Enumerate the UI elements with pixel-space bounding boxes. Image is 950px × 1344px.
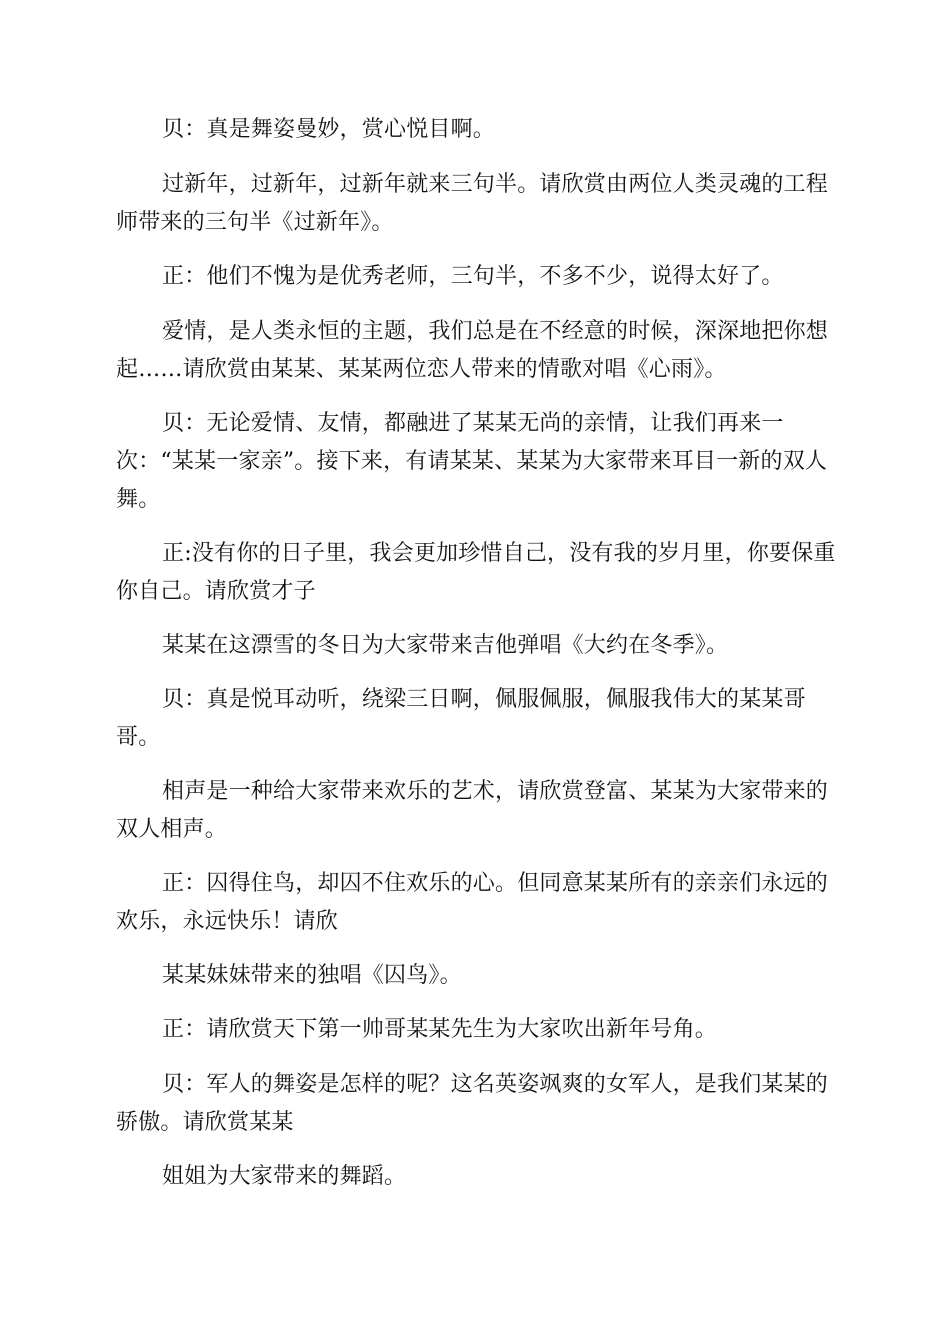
paragraph: 正:没有你的日子里，我会更加珍惜自己，没有我的岁月里，你要保重你自己。请欣赏才子	[116, 541, 836, 604]
paragraph: 贝：无论爱情、友情，都融进了某某无尚的亲情，让我们再来一次：“某某一家亲”。接下来，有请某某、某某为大家带来耳目一新的双人舞。	[116, 411, 828, 512]
paragraph: 贝：真是悦耳动听，绕梁三日啊，佩服佩服，佩服我伟大的某某哥哥。	[116, 687, 806, 750]
paragraph: 爱情，是人类永恒的主题，我们总是在不经意的时候，深深地把你想起……请欣赏由某某、某某两位恋人带来的情歌对唱《心雨》。	[116, 319, 829, 382]
paragraph: 正：请欣赏天下第一帅哥某某先生为大家吹出新年号角。	[162, 1017, 718, 1042]
paragraph: 贝：军人的舞姿是怎样的呢？这名英姿飒爽的女军人，是我们某某的骄傲。请欣赏某某	[116, 1072, 829, 1135]
paragraph: 正：囚得住鸟，却囚不住欢乐的心。但同意某某所有的亲亲们永远的欢乐，永远快乐！请欣	[116, 871, 829, 934]
paragraph: 正：他们不愧为是优秀老师，三句半，不多不少，说得太好了。	[162, 264, 784, 289]
paragraph: 贝：真是舞姿曼妙，赏心悦目啊。	[162, 117, 496, 142]
paragraph: 姐姐为大家带来的舞蹈。	[162, 1164, 407, 1189]
paragraph: 过新年，过新年，过新年就来三句半。请欣赏由两位人类灵魂的工程师带来的三句半《过新年》。	[116, 172, 829, 235]
paragraph: 某某在这漂雪的冬日为大家带来吉他弹唱《大约在冬季》。	[162, 633, 729, 658]
paragraph: 某某妹妹带来的独唱《囚鸟》。	[162, 963, 462, 988]
paragraph: 相声是一种给大家带来欢乐的艺术，请欣赏登富、某某为大家带来的双人相声。	[116, 779, 829, 842]
